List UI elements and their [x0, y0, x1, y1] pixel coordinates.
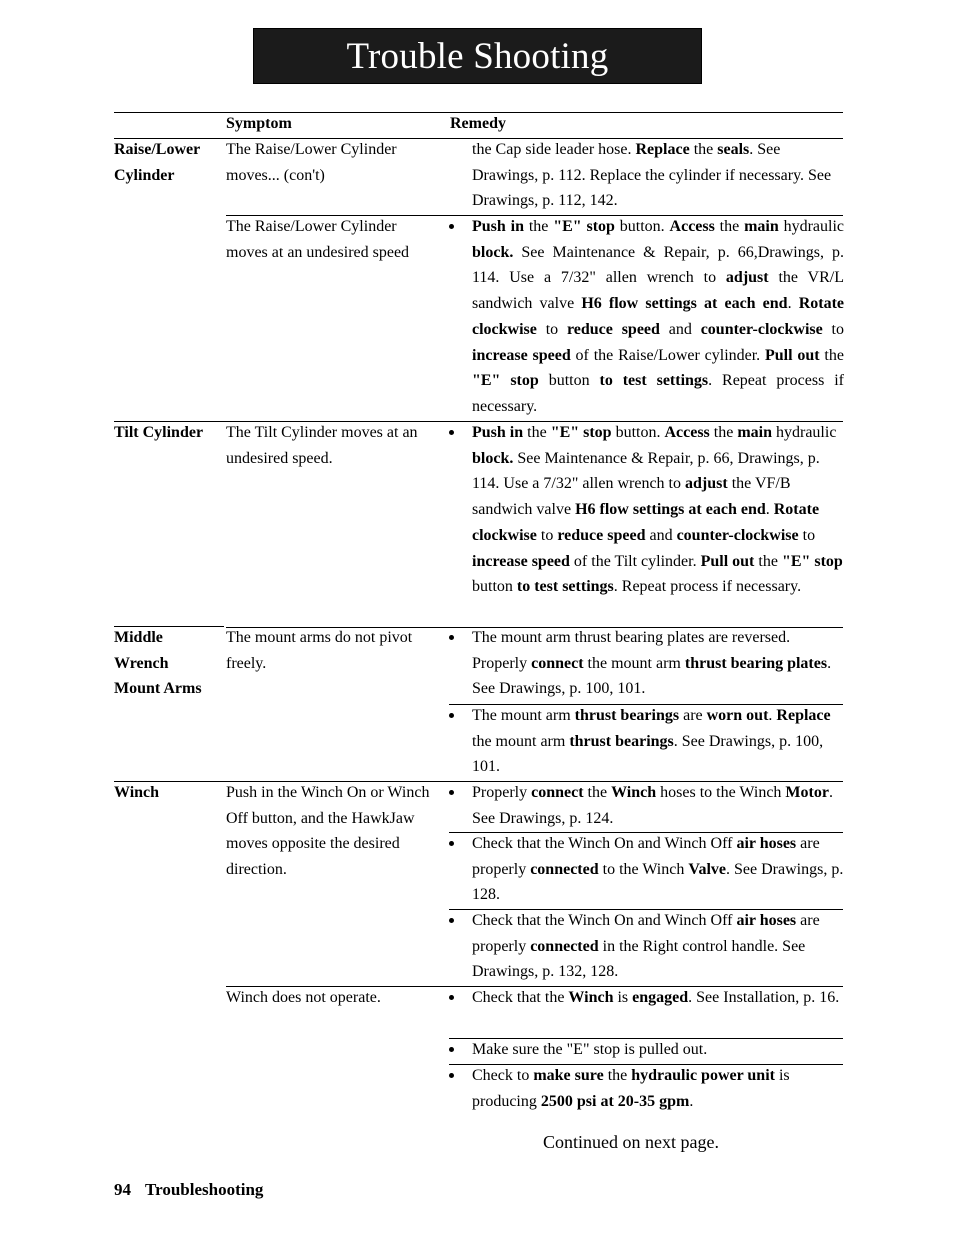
emphasis-text: main — [744, 218, 779, 235]
emphasis-text: to test settings — [599, 372, 709, 390]
emphasis-text: connect — [531, 654, 584, 672]
category-line: Mount Arms — [114, 680, 202, 698]
emphasis-text: thrust bearings — [574, 707, 680, 724]
emphasis-text: counter-clockwise — [700, 320, 823, 338]
category-line: Wrench — [114, 654, 169, 672]
emphasis-text: "E" stop — [472, 372, 539, 390]
emphasis-text: Push in — [472, 218, 524, 235]
category-middle-wrench-mount-arms — [114, 625, 224, 702]
symptom-cell: Push in the Winch On or Winch Off button, and the HawkJaw moves opposite the desired direction. — [226, 784, 430, 879]
bullet-icon — [449, 430, 457, 438]
emphasis-text: thrust bearings — [569, 732, 674, 750]
page-footer — [114, 1178, 263, 1202]
category-tilt-cylinder — [114, 420, 224, 446]
emphasis-text: air hoses — [736, 912, 797, 929]
bullet-icon — [449, 841, 457, 849]
page-title: Trouble Shooting — [346, 35, 609, 77]
remedy-cell: Make sure the "E" stop is pulled out. — [472, 1041, 708, 1058]
symptom-cell: Winch does not operate. — [226, 989, 381, 1006]
bullet-icon — [449, 790, 457, 798]
bullet-icon — [449, 224, 457, 232]
category-line: Middle — [114, 629, 163, 646]
emphasis-text: block. — [472, 449, 514, 467]
emphasis-text: Access — [664, 424, 710, 441]
bullet-icon — [449, 995, 457, 1003]
emphasis-text: "E" stop — [553, 218, 615, 235]
emphasis-text: Access — [669, 218, 715, 235]
emphasis-text: adjust — [725, 269, 769, 287]
symptom-header: Symptom — [226, 115, 292, 132]
symptom-cell: The Raise/Lower Cylinder moves... (con't) — [226, 141, 397, 184]
emphasis-text: counter-clockwise — [676, 526, 799, 544]
page-number: 94 — [114, 1180, 131, 1199]
emphasis-text: Rotate clockwise — [472, 295, 845, 338]
symptom-cell: The Raise/Lower Cylinder moves at an undesired speed — [226, 218, 410, 261]
remedy-cell: Push in the "E" stop button. Access the main hydraulic block. See Maintenance & Repair, p. 66,Drawings, p. 114. Use a 7/32" allen wrench to adjust the VR/L sandwich valve H6 flow settings at each end. Rotate clockwise to reduce speed and counter-clockwise to increase speed of the Raise/Lower cylinder. Pull out the "E" stop button to test settings. Repeat process if necessary. — [472, 218, 845, 415]
bullet-icon — [449, 1073, 457, 1081]
emphasis-text: reduce speed — [566, 320, 660, 338]
emphasis-text: 2500 psi at 20-35 gpm — [540, 1092, 690, 1110]
emphasis-text: "E" stop — [550, 424, 612, 441]
emphasis-text: Push in — [472, 424, 524, 441]
category-line: Raise/Lower — [114, 141, 201, 158]
emphasis-text: Rotate clockwise — [472, 501, 820, 544]
emphasis-text: to test settings — [516, 578, 614, 596]
remedy-cell: Push in the "E" stop button. Access the main hydraulic block. See Maintenance & Repair, p. 66, Drawings, p. 114. Use a 7/32" allen wrench to adjust the VF/B sandwich valve H6 flow settings at each end. Rotate clockwise to reduce speed and counter-clockwise to increase speed of the Tilt cylinder. Pull out the "E" stop button to test settings. Repeat process if necessary. — [472, 424, 843, 596]
remedy-header: Remedy — [450, 115, 506, 132]
continued-note: Continued on next page. — [543, 1132, 719, 1152]
remedy-cell: the Cap side leader hose. Replace the seals. See Drawings, p. 112. Replace the cylinder if necessary. See Drawings, p. 112, 142. — [472, 141, 832, 210]
emphasis-text: Replace — [635, 141, 690, 158]
symptom-cell: The Tilt Cylinder moves at an undesired speed. — [226, 424, 418, 467]
emphasis-text: block. — [472, 243, 514, 261]
remedy-cell: Check to make sure the hydraulic power unit is producing 2500 psi at 20-35 gpm. — [472, 1067, 790, 1110]
emphasis-text: connect — [531, 784, 584, 801]
emphasis-text: engaged — [632, 989, 689, 1006]
emphasis-text: thrust bearing plates — [684, 654, 828, 672]
emphasis-text: increase speed — [472, 346, 571, 364]
emphasis-text: Valve — [688, 860, 726, 878]
emphasis-text: Motor — [785, 784, 829, 801]
emphasis-text: connected — [530, 937, 599, 955]
emphasis-text: main — [737, 424, 772, 441]
category-winch — [114, 780, 224, 806]
category-raise-lower-cylinder — [114, 137, 224, 188]
symptom-cell: The mount arms do not pivot freely. — [226, 629, 413, 672]
emphasis-text: "E" stop — [781, 552, 843, 570]
remedy-cell: The mount arm thrust bearing plates are reversed. Properly connect the mount arm thrust bearing plates. See Drawings, p. 100, 101. — [472, 629, 832, 698]
emphasis-text: increase speed — [472, 552, 570, 570]
footer-section: Troubleshooting — [145, 1180, 264, 1199]
remedy-cell: The mount arm thrust bearings are worn out. Replace the mount arm thrust bearings. See Drawings, p. 100, 101. — [472, 707, 831, 776]
remedy-cell: Check that the Winch On and Winch Off air hoses are properly connected to the Winch Valve. See Drawings, p. 128. — [472, 835, 844, 904]
emphasis-text: H6 flow settings at each end — [575, 501, 766, 519]
emphasis-text: air hoses — [736, 835, 797, 852]
emphasis-text: hydraulic power unit — [631, 1067, 775, 1084]
emphasis-text: H6 flow settings at each end — [581, 295, 788, 313]
remedy-cell: Check that the Winch On and Winch Off air hoses are properly connected in the Right control handle. See Drawings, p. 132, 128. — [472, 912, 820, 981]
emphasis-text: seals — [717, 141, 750, 158]
category-line: Tilt Cylinder — [114, 424, 204, 441]
emphasis-text: Replace — [776, 707, 831, 724]
emphasis-text: Winch — [611, 784, 657, 801]
category-line: Winch — [114, 784, 160, 801]
bullet-icon — [449, 635, 457, 643]
emphasis-text: Pull out — [700, 552, 755, 570]
emphasis-text: adjust — [685, 475, 728, 493]
remedy-cell: Properly connect the Winch hoses to the Winch Motor. See Drawings, p. 124. — [472, 784, 833, 827]
bullet-icon — [449, 1047, 457, 1055]
bullet-icon — [449, 713, 457, 721]
emphasis-text: Winch — [568, 989, 614, 1006]
emphasis-text: Pull out — [765, 346, 820, 364]
emphasis-text: make sure — [533, 1067, 604, 1084]
emphasis-text: connected — [530, 860, 599, 878]
remedy-cell: Check that the Winch is engaged. See Installation, p. 16. — [472, 989, 840, 1006]
page-title-banner — [253, 28, 702, 84]
category-line: Cylinder — [114, 166, 175, 184]
emphasis-text: worn out — [706, 707, 769, 724]
bullet-icon — [449, 918, 457, 926]
emphasis-text: reduce speed — [557, 526, 646, 544]
